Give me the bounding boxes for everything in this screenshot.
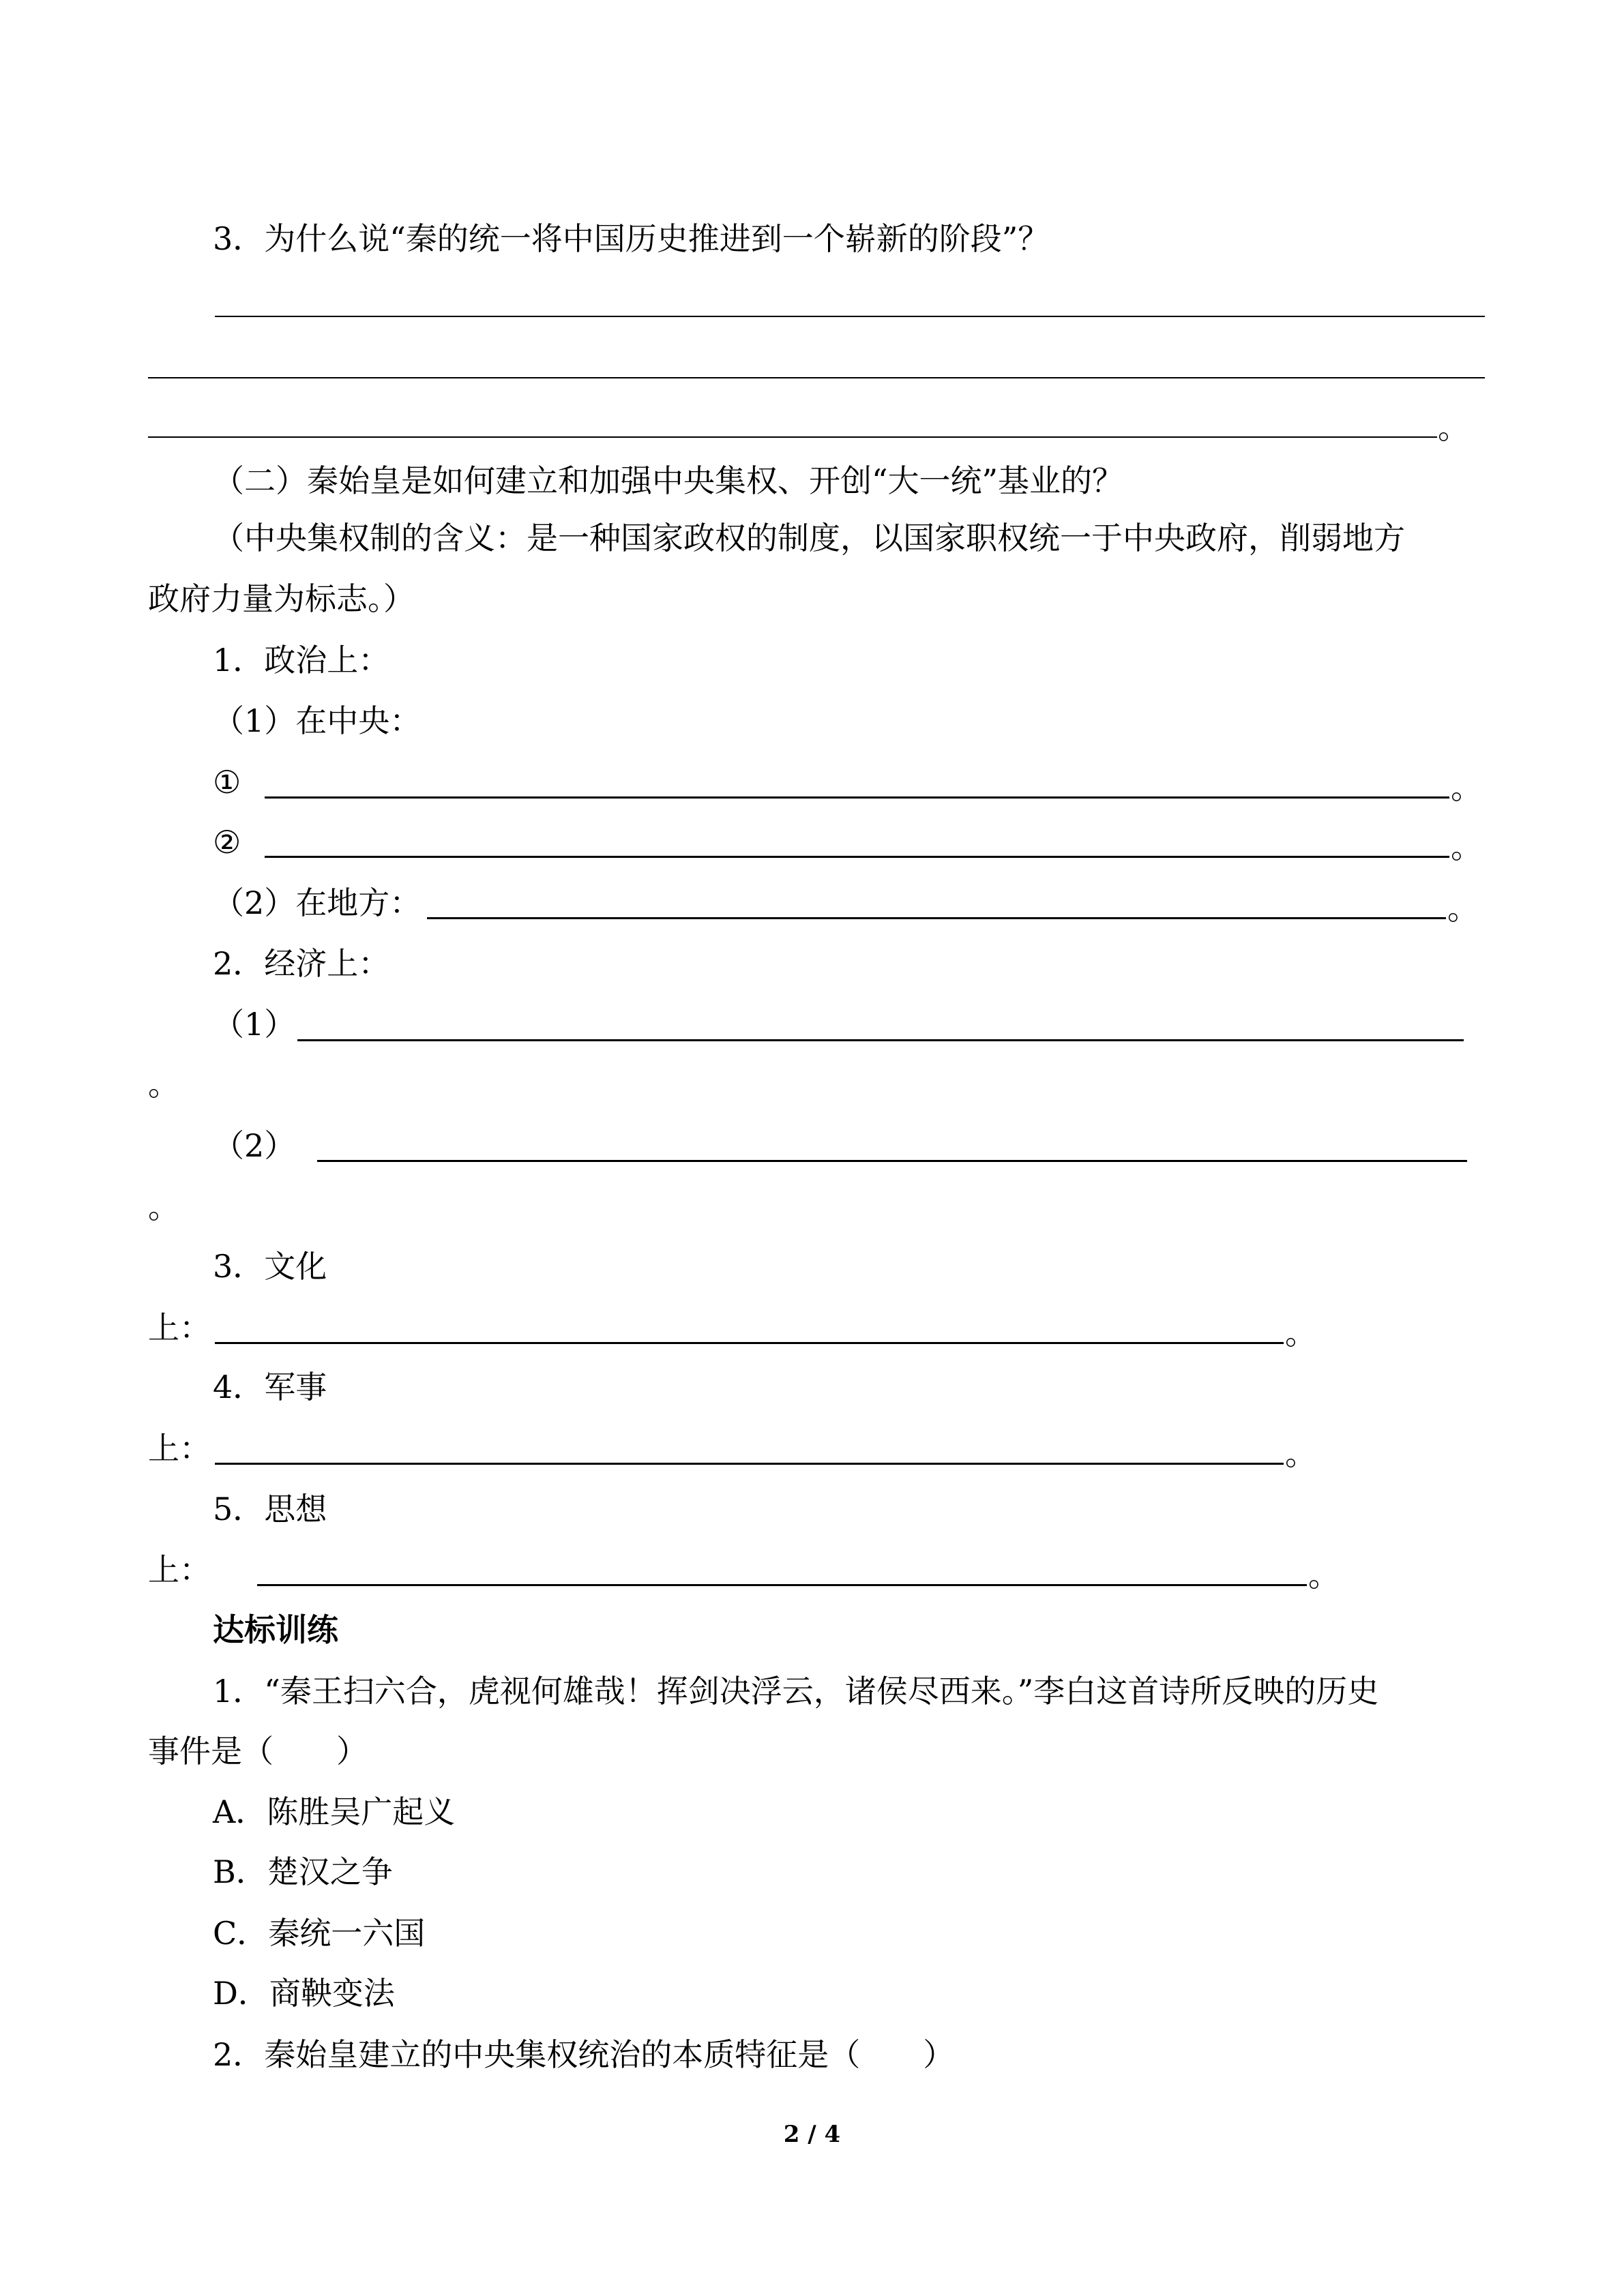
period: 。 [148, 1189, 179, 1225]
local-label: （2）在地方： [213, 884, 422, 921]
definition-line-1: （中央集权制的含义：是一种国家政权的制度，以国家职权统一于中央政府，削弱地方 [213, 520, 1405, 556]
practice-heading: 达标训练 [213, 1611, 338, 1648]
period: 。 [1308, 1557, 1340, 1594]
circle-1-label: ① [213, 764, 241, 801]
option-b: B．楚汉之争 [213, 1853, 393, 1890]
answer-line [257, 1584, 1307, 1586]
answer-line [297, 1039, 1464, 1041]
answer-line [215, 316, 1485, 317]
shang-label: 上： [148, 1430, 211, 1467]
answer-line [215, 1342, 1284, 1344]
definition-line-2: 政府力量为标志。） [148, 580, 415, 617]
question-2: 2．秦始皇建立的中央集权统治的本质特征是（ ） [213, 2036, 955, 2073]
politics-heading: 1．政治上： [213, 642, 390, 679]
thought-label: 5．思想 [213, 1491, 327, 1527]
period: 。 [1438, 409, 1469, 446]
shang-label: 上： [148, 1309, 211, 1346]
option-c: C．秦统一六国 [213, 1915, 426, 1952]
page-number: 2 / 4 [783, 2121, 841, 2148]
question-3: 3．为什么说“秦的统一将中国历史推进到一个崭新的阶段”？ [213, 220, 1050, 257]
answer-line [265, 796, 1449, 799]
economy-heading: 2．经济上： [213, 945, 390, 982]
answer-line [215, 1463, 1284, 1465]
econ-2-label: （2） [213, 1127, 296, 1164]
period: 。 [1285, 1315, 1316, 1352]
culture-label: 3．文化 [213, 1248, 327, 1285]
answer-line [317, 1160, 1467, 1162]
circle-2-label: ② [213, 824, 241, 861]
central-label: （1）在中央： [213, 702, 422, 739]
shang-label: 上： [148, 1551, 211, 1588]
option-a: A．陈胜吴广起义 [213, 1793, 456, 1830]
question-1-line-2: 事件是（ ） [148, 1733, 368, 1770]
period: 。 [148, 1066, 179, 1103]
answer-line [148, 436, 1437, 438]
military-label: 4．军事 [213, 1369, 327, 1405]
period: 。 [1285, 1435, 1316, 1472]
answer-line [265, 856, 1449, 858]
option-d: D．商鞅变法 [213, 1975, 395, 2012]
period: 。 [1447, 890, 1479, 927]
period: 。 [1451, 829, 1482, 865]
answer-line [427, 917, 1446, 919]
period: 。 [1451, 769, 1482, 806]
answer-line [148, 377, 1485, 378]
question-1-line-1: 1．“秦王扫六合，虎视何雄哉！挥剑决浮云，诸侯尽西来。”李白这首诗所反映的历史 [213, 1673, 1379, 1710]
econ-1-label: （1） [213, 1006, 296, 1043]
section-two-heading: （二）秦始皇是如何建立和加强中央集权、开创“大一统”基业的？ [213, 462, 1124, 499]
